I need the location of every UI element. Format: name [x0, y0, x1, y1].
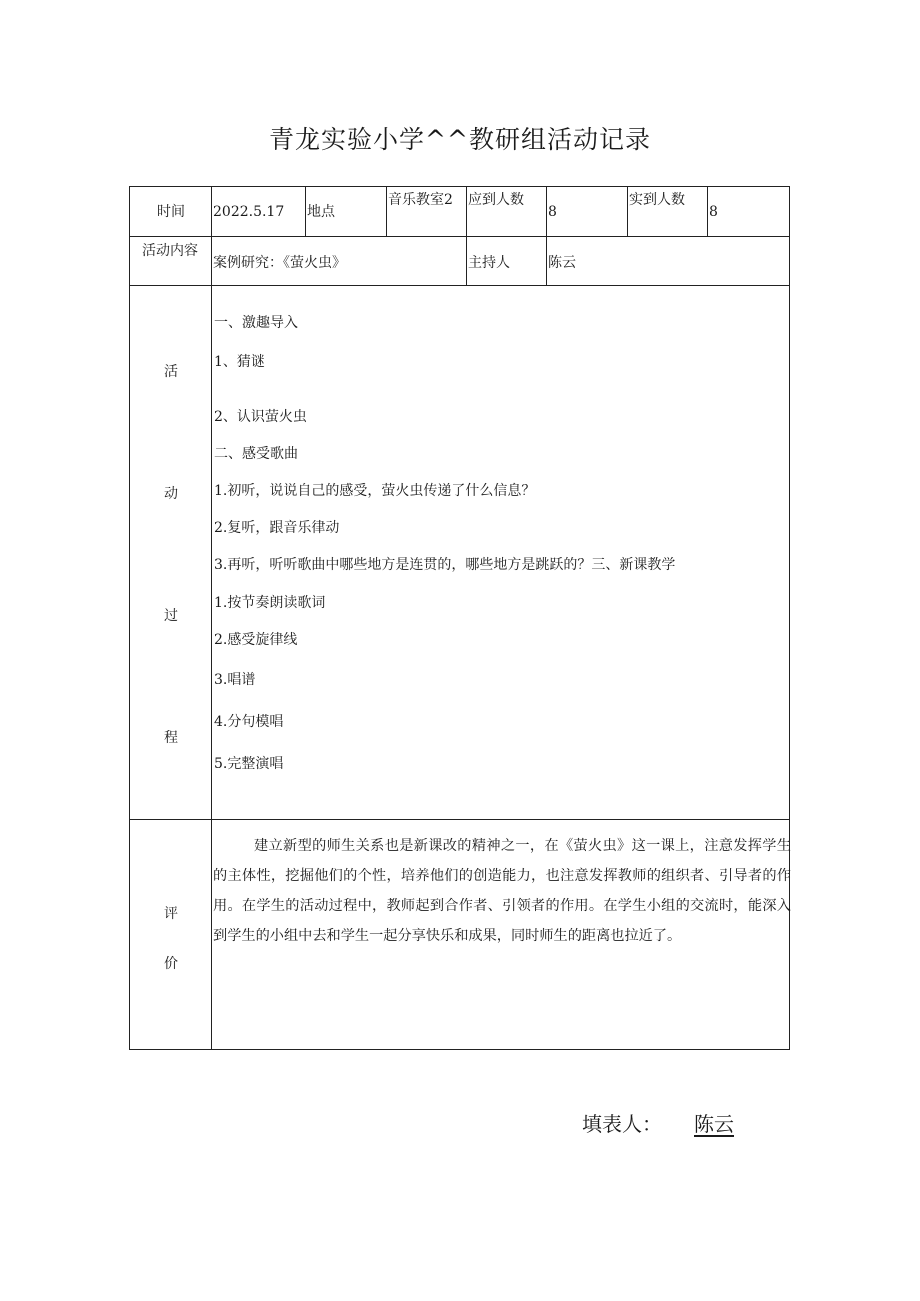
actual-count-value: 8	[709, 204, 718, 220]
process-line: 2.感受旋律线	[214, 632, 298, 648]
page-title: 青龙实验小学^^教研组活动记录	[269, 125, 651, 154]
row-divider	[130, 236, 789, 237]
row-divider	[130, 819, 789, 820]
row-divider	[130, 285, 789, 286]
process-line: 一、激趣导入	[214, 315, 298, 331]
process-label-char: 活	[164, 364, 178, 380]
process-line: 1、猜谜	[214, 354, 265, 370]
col-divider	[707, 187, 708, 236]
place-value: 音乐教室2	[388, 192, 453, 208]
evaluation-text: 建立新型的师生关系也是新课改的精神之一，在《萤火虫》这一课上，注意发挥学生的主体性，挖掘他们的个性，培养他们的创造能力，也注意发挥教师的组织者、引导者的作用。在学生的活动过程中，教师起到合作者、引领者的作用。在学生小组的交流时，能深入到学生的小组中去和学生一起分享快乐和成果，同时师生的距离也拉近了。	[213, 838, 791, 944]
content-value: 案例研究：《萤火虫》	[213, 255, 346, 271]
place-label: 地点	[307, 204, 335, 220]
process-line: 3.再听，听听歌曲中哪些地方是连贯的，哪些地方是跳跃的？三、新课教学	[214, 557, 676, 573]
filler-name: 陈云	[694, 1112, 734, 1136]
process-line: 1.初听，说说自己的感受，萤火虫传递了什么信息？	[214, 483, 536, 499]
process-line: 4.分句模唱	[214, 714, 284, 730]
process-line: 3.唱谱	[214, 672, 256, 688]
actual-count-label: 实到人数	[629, 192, 685, 208]
activity-record-table	[129, 186, 790, 1050]
evaluation-label-char: 价	[164, 956, 178, 972]
content-label: 活动内容	[142, 243, 198, 259]
expected-count-value: 8	[548, 204, 557, 220]
evaluation-label-char: 评	[164, 906, 178, 922]
process-line: 2、认识萤火虫	[214, 409, 307, 425]
col-divider	[627, 187, 628, 236]
process-label-char: 动	[164, 486, 178, 502]
process-line: 2.复听，跟音乐律动	[214, 520, 340, 536]
filler-label: 填表人：	[582, 1112, 662, 1136]
col-divider	[546, 187, 547, 285]
col-divider	[386, 187, 387, 236]
time-label: 时间	[157, 204, 185, 220]
host-value: 陈云	[548, 255, 576, 271]
process-line: 5.完整演唱	[214, 756, 284, 772]
process-label-char: 程	[164, 730, 178, 746]
col-divider	[211, 187, 212, 1049]
host-label: 主持人	[468, 255, 510, 271]
process-label-char: 过	[164, 608, 178, 624]
process-line: 二、感受歌曲	[214, 446, 298, 462]
expected-count-label: 应到人数	[468, 192, 524, 208]
col-divider	[305, 187, 306, 236]
time-value: 2022.5.17	[213, 204, 285, 220]
col-divider	[466, 187, 467, 285]
process-line: 1.按节奏朗读歌词	[214, 595, 326, 611]
